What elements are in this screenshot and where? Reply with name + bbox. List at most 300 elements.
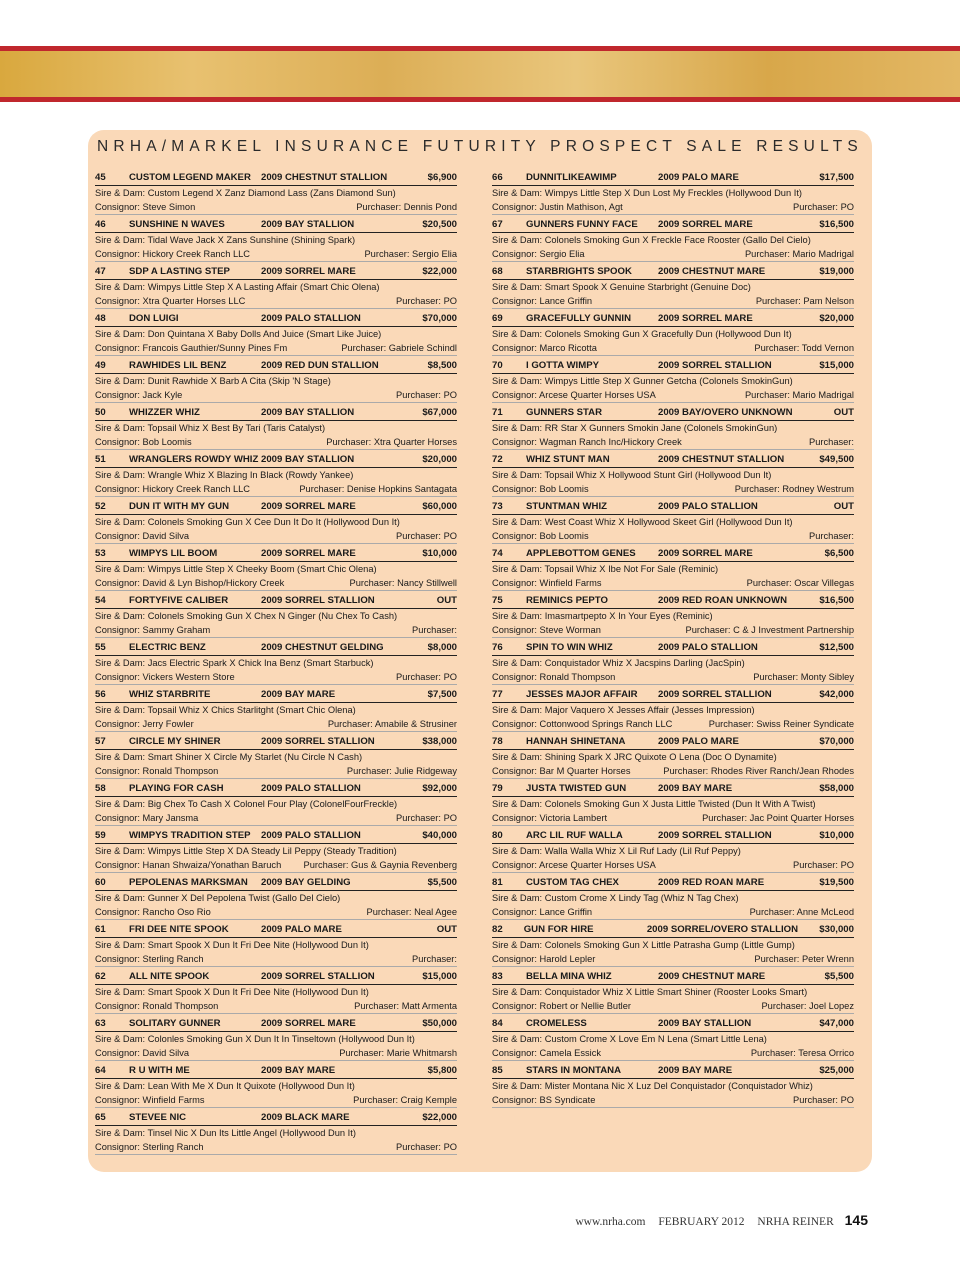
consignor xyxy=(492,1046,601,1060)
consignor xyxy=(492,952,595,966)
consignor-label: Consignor: xyxy=(492,907,540,917)
hip-number: 73 xyxy=(492,501,503,512)
sale-price: $20,000 xyxy=(422,454,457,465)
sire-dam-line xyxy=(95,562,457,576)
sale-entry xyxy=(492,922,854,969)
entry-header xyxy=(95,1063,457,1079)
results-column-right xyxy=(492,170,854,1110)
entry-header xyxy=(492,969,854,985)
sire-dam-line xyxy=(95,1032,457,1046)
sale-price: $19,000 xyxy=(819,266,854,277)
sale-entry xyxy=(95,1063,457,1110)
purchaser xyxy=(341,341,457,355)
consignor-purchaser-line xyxy=(95,717,457,732)
consignor-value: Bob Loomis xyxy=(539,484,589,494)
sire-dam-value: RR Star X Gunners Smokin Jane (Colonels SmokinGun) xyxy=(544,423,778,433)
consignor xyxy=(95,247,250,261)
sire-dam-line xyxy=(95,938,457,952)
sale-price: $8,500 xyxy=(427,360,457,371)
purchaser xyxy=(709,717,854,731)
consignor-purchaser-line xyxy=(492,717,854,732)
sire-dam-value: Wimpys Little Step X Dun Lost My Freckles (Hollywood Dun It) xyxy=(544,188,802,198)
entry-header xyxy=(95,922,457,938)
hip-number: 55 xyxy=(95,642,106,653)
hip-number: 69 xyxy=(492,313,503,324)
consignor-label: Consignor: xyxy=(95,813,143,823)
consignor-label: Consignor: xyxy=(95,1095,143,1105)
footer-publication: NRHA REINER xyxy=(757,1216,834,1228)
purchaser xyxy=(396,811,457,825)
consignor xyxy=(95,200,195,214)
purchaser-label: Purchaser: xyxy=(366,907,415,917)
consignor-label: Consignor: xyxy=(492,813,540,823)
sire-dam-value: Wrangle Whiz X Blazing In Black (Rowdy Yankee) xyxy=(147,470,354,480)
sire-dam-label: Sire & Dam: xyxy=(492,470,545,480)
horse-description: 2009 SORREL MARE xyxy=(261,1018,356,1029)
sire-dam-line xyxy=(492,938,854,952)
consignor xyxy=(492,905,592,919)
entry-header xyxy=(95,358,457,374)
entry-header xyxy=(492,311,854,327)
consignor-value: Vickers Western Store xyxy=(142,672,235,682)
purchaser-label: Purchaser: xyxy=(744,390,793,400)
sire-dam-line xyxy=(492,421,854,435)
consignor-purchaser-line xyxy=(492,482,854,497)
consignor-label: Consignor: xyxy=(492,437,540,447)
sale-price: OUT xyxy=(436,595,457,606)
footer-website[interactable]: www.nrha.com xyxy=(575,1216,646,1228)
purchaser-value: PO xyxy=(840,202,854,212)
sire-dam-line xyxy=(492,186,854,200)
consignor-value: Sammy Graham xyxy=(142,625,211,635)
purchaser-value: Sergio Elia xyxy=(412,249,457,259)
sale-entry xyxy=(492,264,854,311)
consignor-purchaser-line xyxy=(95,576,457,591)
sale-price: $16,500 xyxy=(819,595,854,606)
entry-header xyxy=(492,640,854,656)
consignor-value: Hanan Shwaiza/Yonathan Baruch xyxy=(142,860,282,870)
sire-dam-value: Imasmartpepto X In Your Eyes (Reminic) xyxy=(544,611,713,621)
purchaser-label: Purchaser: xyxy=(364,249,413,259)
horse-description: 2009 BAY MARE xyxy=(261,1065,336,1076)
consignor-label: Consignor: xyxy=(95,625,143,635)
horse-description: 2009 BAY STALLION xyxy=(261,407,355,418)
sire-dam-value: Smart Spook X Dun It Fri Dee Nite (Hollywood Dun It) xyxy=(147,940,369,950)
sire-dam-value: Major Vaquero X Jesses Affair (Jesses Impression) xyxy=(544,705,755,715)
sale-price: OUT xyxy=(436,924,457,935)
sale-entry xyxy=(95,546,457,593)
sire-dam-value: Wimpys Little Step X A Lasting Affair (Smart Chic Olena) xyxy=(147,282,380,292)
consignor-value: David & Lyn Bishop/Hickory Creek xyxy=(142,578,285,588)
hip-number: 59 xyxy=(95,830,106,841)
sire-dam-line xyxy=(492,609,854,623)
horse-name: WRANGLERS ROWDY WHIZ xyxy=(129,454,259,465)
purchaser-label: Purchaser: xyxy=(702,813,750,823)
consignor-value: Steve Worman xyxy=(539,625,601,635)
hip-number: 82 xyxy=(492,924,503,935)
sale-entry xyxy=(95,640,457,687)
consignor xyxy=(492,670,615,684)
sire-dam-label: Sire & Dam: xyxy=(492,893,545,903)
sire-dam-value: Topsail Whiz X Chics Starlitght (Smart Chic Olena) xyxy=(147,705,356,715)
hip-number: 63 xyxy=(95,1018,106,1029)
sale-entry xyxy=(492,452,854,499)
entry-header xyxy=(492,546,854,562)
hip-number: 49 xyxy=(95,360,106,371)
consignor xyxy=(95,576,284,590)
consignor-value: Winfield Farms xyxy=(539,578,602,588)
consignor-purchaser-line xyxy=(492,247,854,262)
purchaser-label: Purchaser: xyxy=(754,343,802,353)
consignor-purchaser-line xyxy=(95,341,457,356)
horse-description: 2009 SORREL STALLION xyxy=(261,971,375,982)
consignor xyxy=(95,858,281,872)
sire-dam-line xyxy=(95,1126,457,1140)
consignor-value: Sterling Ranch xyxy=(142,954,204,964)
horse-description: 2009 SORREL STALLION xyxy=(658,689,772,700)
sire-dam-line xyxy=(492,797,854,811)
horse-description: 2009 PALO MARE xyxy=(658,736,739,747)
consignor xyxy=(95,435,192,449)
horse-description: 2009 RED ROAN MARE xyxy=(658,877,765,888)
purchaser xyxy=(747,576,854,590)
consignor-label: Consignor: xyxy=(95,954,143,964)
consignor-value: Arcese Quarter Horses USA xyxy=(539,390,656,400)
sale-price: $15,000 xyxy=(819,360,854,371)
sire-dam-line xyxy=(492,750,854,764)
sire-dam-label: Sire & Dam: xyxy=(95,423,148,433)
decorative-header-banner xyxy=(0,46,960,102)
hip-number: 81 xyxy=(492,877,503,888)
sire-dam-label: Sire & Dam: xyxy=(492,799,545,809)
horse-description: 2009 RED DUN STALLION xyxy=(261,360,379,371)
consignor-value: Rancho Oso Rio xyxy=(142,907,211,917)
consignor xyxy=(95,952,204,966)
sire-dam-value: Colonels Smoking Gun X Freckle Face Rooster (Gallo Del Cielo) xyxy=(544,235,811,245)
purchaser xyxy=(793,200,854,214)
results-column-left xyxy=(95,170,457,1157)
horse-name: RAWHIDES LIL BENZ xyxy=(129,360,227,371)
horse-description: 2009 SORREL MARE xyxy=(658,219,753,230)
sale-entry xyxy=(95,264,457,311)
sire-dam-label: Sire & Dam: xyxy=(95,1081,148,1091)
sire-dam-line xyxy=(492,515,854,529)
hip-number: 53 xyxy=(95,548,106,559)
entry-header xyxy=(95,1110,457,1126)
horse-description: 2009 SORREL MARE xyxy=(261,501,356,512)
horse-description: 2009 PALO STALLION xyxy=(658,642,758,653)
consignor-purchaser-line xyxy=(95,811,457,826)
consignor xyxy=(95,1093,205,1107)
hip-number: 79 xyxy=(492,783,503,794)
consignor xyxy=(492,529,589,543)
sale-entry xyxy=(95,311,457,358)
purchaser-label: Purchaser: xyxy=(749,907,797,917)
purchaser-label: Purchaser: xyxy=(809,437,854,447)
purchaser-label: Purchaser: xyxy=(396,813,444,823)
horse-name: DON LUIGI xyxy=(129,313,179,324)
purchaser-value: PO xyxy=(443,1142,457,1152)
purchaser xyxy=(809,435,854,449)
horse-description: 2009 PALO MARE xyxy=(261,924,342,935)
sire-dam-label: Sire & Dam: xyxy=(492,188,545,198)
entry-header xyxy=(492,1063,854,1079)
consignor-value: Bob Loomis xyxy=(539,531,589,541)
entry-header xyxy=(95,640,457,656)
sale-entry xyxy=(95,875,457,922)
horse-name: STEVEE NIC xyxy=(129,1112,187,1123)
sale-entry xyxy=(492,734,854,781)
entry-header xyxy=(95,499,457,515)
sire-dam-line xyxy=(492,468,854,482)
sire-dam-label: Sire & Dam: xyxy=(95,235,148,245)
consignor-purchaser-line xyxy=(95,999,457,1014)
purchaser xyxy=(367,905,457,919)
consignor-label: Consignor: xyxy=(492,766,540,776)
consignor xyxy=(95,294,245,308)
purchaser-value: Teresa Orrico xyxy=(798,1048,854,1058)
sale-price: $12,500 xyxy=(819,642,854,653)
sire-dam-label: Sire & Dam: xyxy=(492,329,545,339)
purchaser xyxy=(328,717,457,731)
consignor-value: Steve Simon xyxy=(142,202,196,212)
purchaser-label: Purchaser: xyxy=(396,1142,444,1152)
sire-dam-label: Sire & Dam: xyxy=(95,1034,148,1044)
page-title: NRHA/MARKEL INSURANCE FUTURITY PROSPECT SALE RESULTS xyxy=(97,138,863,155)
consignor-value: Jerry Fowler xyxy=(142,719,194,729)
consignor-label: Consignor: xyxy=(492,296,540,306)
entry-header xyxy=(492,170,854,186)
purchaser-label: Purchaser: xyxy=(341,343,389,353)
purchaser-value: Denise Hopkins Santagata xyxy=(346,484,457,494)
sire-dam-label: Sire & Dam: xyxy=(492,282,545,292)
sale-price: $40,000 xyxy=(422,830,457,841)
consignor-value: Winfield Farms xyxy=(142,1095,205,1105)
purchaser-value: Peter Wrenn xyxy=(801,954,854,964)
consignor-purchaser-line xyxy=(492,999,854,1014)
sale-entry xyxy=(95,969,457,1016)
consignor-purchaser-line xyxy=(95,1140,457,1155)
hip-number: 52 xyxy=(95,501,106,512)
sale-price: $8,000 xyxy=(427,642,457,653)
hip-number: 45 xyxy=(95,172,106,183)
consignor xyxy=(95,1140,204,1154)
horse-description: 2009 SORREL STALLION xyxy=(261,595,375,606)
horse-name: FORTYFIVE CALIBER xyxy=(129,595,229,606)
sale-price: OUT xyxy=(833,407,854,418)
consignor-purchaser-line xyxy=(95,200,457,215)
sire-dam-label: Sire & Dam: xyxy=(95,893,148,903)
purchaser-label: Purchaser: xyxy=(708,719,757,729)
horse-description: 2009 PALO STALLION xyxy=(261,830,361,841)
sire-dam-line xyxy=(492,374,854,388)
sire-dam-value: Wimpys Little Step X Cheeky Boom (Smart Chic Olena) xyxy=(147,564,377,574)
consignor-value: Sterling Ranch xyxy=(142,1142,204,1152)
purchaser xyxy=(396,388,457,402)
horse-description: 2009 SORREL MARE xyxy=(261,266,356,277)
purchaser-label: Purchaser: xyxy=(750,1048,799,1058)
hip-number: 58 xyxy=(95,783,106,794)
sire-dam-line xyxy=(492,562,854,576)
purchaser xyxy=(412,952,457,966)
entry-header xyxy=(492,358,854,374)
consignor-label: Consignor: xyxy=(95,343,143,353)
horse-name: PLAYING FOR CASH xyxy=(129,783,224,794)
horse-name: GUNNERS STAR xyxy=(526,407,603,418)
purchaser xyxy=(756,294,854,308)
consignor-value: Robert or Nellie Butler xyxy=(539,1001,632,1011)
purchaser-value: Pam Nelson xyxy=(803,296,854,306)
sale-price: $20,000 xyxy=(819,313,854,324)
hip-number: 60 xyxy=(95,877,106,888)
purchaser xyxy=(350,576,457,590)
consignor xyxy=(492,764,630,778)
horse-name: WHIZ STUNT MAN xyxy=(526,454,610,465)
purchaser-value: Xtra Quarter Horses xyxy=(373,437,457,447)
consignor-label: Consignor: xyxy=(492,578,540,588)
hip-number: 48 xyxy=(95,313,106,324)
entry-header xyxy=(492,1016,854,1032)
purchaser xyxy=(396,670,457,684)
consignor-label: Consignor: xyxy=(492,531,540,541)
consignor xyxy=(492,341,597,355)
sale-entry xyxy=(95,687,457,734)
horse-description: 2009 PALO STALLION xyxy=(261,783,361,794)
purchaser-value: PO xyxy=(443,296,457,306)
consignor-label: Consignor: xyxy=(492,1095,540,1105)
hip-number: 77 xyxy=(492,689,503,700)
consignor-value: Sergio Elia xyxy=(539,249,585,259)
page-footer xyxy=(575,1212,868,1228)
entry-header xyxy=(95,405,457,421)
sire-dam-value: Colonels Smoking Gun X Chex N Ginger (Nu Chex To Cash) xyxy=(147,611,398,621)
purchaser xyxy=(750,905,854,919)
sale-price: $30,000 xyxy=(819,924,854,935)
purchaser-label: Purchaser: xyxy=(761,1001,810,1011)
purchaser-value: Marie Whitmarsh xyxy=(386,1048,457,1058)
sire-dam-label: Sire & Dam: xyxy=(492,1034,545,1044)
consignor-purchaser-line xyxy=(95,764,457,779)
sire-dam-value: West Coast Whiz X Hollywood Skeet Girl (Hollywood Dun It) xyxy=(544,517,793,527)
sale-price: $58,000 xyxy=(819,783,854,794)
sire-dam-label: Sire & Dam: xyxy=(95,282,148,292)
purchaser-value: Gus & Gaynia Revenberg xyxy=(351,860,457,870)
purchaser-label: Purchaser: xyxy=(755,296,804,306)
entry-header xyxy=(492,922,854,938)
hip-number: 74 xyxy=(492,548,503,559)
sire-dam-value: Topsail Whiz X Hollywood Stunt Girl (Hollywood Dun It) xyxy=(544,470,772,480)
sale-entry xyxy=(95,593,457,640)
consignor-value: Marco Ricotta xyxy=(539,343,597,353)
sire-dam-line xyxy=(95,891,457,905)
hip-number: 56 xyxy=(95,689,106,700)
entry-header xyxy=(492,781,854,797)
entry-header xyxy=(492,264,854,280)
horse-name: JESSES MAJOR AFFAIR xyxy=(526,689,638,700)
sire-dam-label: Sire & Dam: xyxy=(492,940,545,950)
purchaser xyxy=(396,294,457,308)
purchaser-label: Purchaser: xyxy=(396,531,444,541)
sale-entry xyxy=(492,311,854,358)
consignor-value: Mary Jansma xyxy=(142,813,199,823)
horse-name: PEPOLENAS MARKSMAN xyxy=(129,877,248,888)
horse-description: 2009 PALO MARE xyxy=(658,172,739,183)
horse-name: DUN IT WITH MY GUN xyxy=(129,501,230,512)
consignor-purchaser-line xyxy=(95,952,457,967)
hip-number: 54 xyxy=(95,595,106,606)
sale-entry xyxy=(492,499,854,546)
purchaser xyxy=(663,764,854,778)
sire-dam-label: Sire & Dam: xyxy=(95,752,148,762)
consignor-value: Hickory Creek Ranch LLC xyxy=(142,484,251,494)
hip-number: 61 xyxy=(95,924,106,935)
sire-dam-value: Dunit Rawhide X Barb A Cita (Skip 'N Stage) xyxy=(147,376,331,386)
purchaser-value: Monty Sibley xyxy=(800,672,854,682)
sire-dam-label: Sire & Dam: xyxy=(95,376,148,386)
consignor-value: Bar M Quarter Horses xyxy=(539,766,631,776)
sire-dam-value: Smart Shiner X Circle My Starlet (Nu Circle N Cash) xyxy=(147,752,363,762)
horse-description: 2009 SORREL STALLION xyxy=(658,360,772,371)
sire-dam-value: Colonles Smoking Gun X Dun It In Tinseltown (Hollywood Dun It) xyxy=(147,1034,415,1044)
consignor-label: Consignor: xyxy=(95,249,143,259)
sire-dam-label: Sire & Dam: xyxy=(492,235,545,245)
sire-dam-label: Sire & Dam: xyxy=(95,1128,148,1138)
consignor xyxy=(95,811,198,825)
entry-header xyxy=(95,217,457,233)
horse-description: 2009 BAY STALLION xyxy=(658,1018,752,1029)
purchaser-label: Purchaser: xyxy=(734,484,783,494)
sale-entry xyxy=(95,358,457,405)
horse-description: 2009 BAY MARE xyxy=(658,783,733,794)
sire-dam-value: Conquistador Whiz X Little Smart Shiner (Rooster Looks Smart) xyxy=(544,987,808,997)
consignor xyxy=(95,1046,189,1060)
horse-description: 2009 BAY STALLION xyxy=(261,454,355,465)
sire-dam-line xyxy=(95,233,457,247)
horse-name: CROMELESS xyxy=(526,1018,587,1029)
consignor-value: Lance Griffin xyxy=(539,296,593,306)
sire-dam-label: Sire & Dam: xyxy=(492,752,545,762)
entry-header xyxy=(95,781,457,797)
consignor-purchaser-line xyxy=(95,1046,457,1061)
consignor-value: Harold Lepler xyxy=(539,954,596,964)
consignor-value: Xtra Quarter Horses LLC xyxy=(142,296,246,306)
sire-dam-line xyxy=(492,233,854,247)
consignor xyxy=(492,247,585,261)
sire-dam-line xyxy=(492,985,854,999)
horse-name: FRI DEE NITE SPOOK xyxy=(129,924,229,935)
purchaser-label: Purchaser: xyxy=(396,672,444,682)
purchaser xyxy=(356,200,457,214)
horse-description: 2009 SORREL STALLION xyxy=(658,830,772,841)
sale-entry xyxy=(492,969,854,1016)
sale-entry xyxy=(492,828,854,875)
entry-header xyxy=(95,1016,457,1032)
consignor-purchaser-line xyxy=(492,811,854,826)
purchaser xyxy=(735,482,854,496)
consignor xyxy=(95,905,211,919)
purchaser-label: Purchaser: xyxy=(753,672,801,682)
purchaser-value: Mario Madrigal xyxy=(792,249,854,259)
horse-description: 2009 RED ROAN UNKNOWN xyxy=(658,595,788,606)
sire-dam-line xyxy=(95,374,457,388)
hip-number: 50 xyxy=(95,407,106,418)
purchaser-label: Purchaser: xyxy=(349,578,398,588)
consignor xyxy=(95,529,189,543)
purchaser xyxy=(326,435,457,449)
sale-entry xyxy=(95,922,457,969)
sire-dam-value: Smart Spook X Dun It Fri Dee Nite (Hollywood Dun It) xyxy=(147,987,369,997)
consignor-label: Consignor: xyxy=(95,860,143,870)
